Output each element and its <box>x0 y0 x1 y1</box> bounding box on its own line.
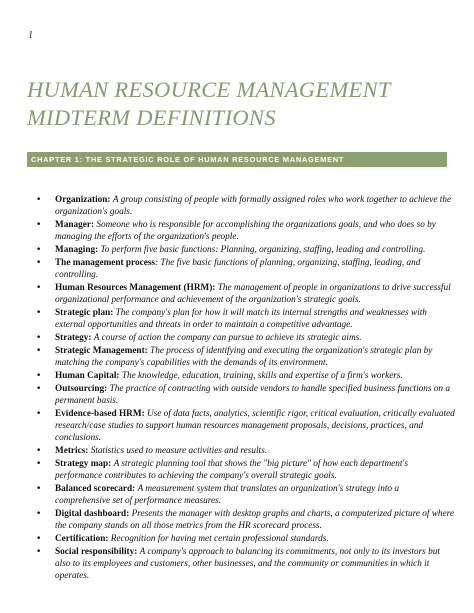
bullet-icon: • <box>36 546 42 557</box>
definition-item <box>27 257 455 282</box>
definition-text: Someone who is responsible for accomplishing the organizations goals, and who does so by managing the efforts of the organization's people. <box>55 220 436 243</box>
chapter-heading: CHAPTER 1: THE STRATEGIC ROLE OF HUMAN RESOURCE MANAGEMENT <box>31 155 345 164</box>
definition-term: Strategic plan: <box>55 307 114 318</box>
definition-text: Use of data facts, analytics, scientific rigor, critical evaluation, critically evaluated research/case studies to support human resources management proposals, decisions, practices, and conclusions. <box>55 408 455 444</box>
definition-term: Social responsibility: <box>55 546 138 557</box>
bullet-icon: • <box>36 195 42 205</box>
definition-text: A measurement system that translates an organization's strategy into a comprehensive set of performance measures. <box>55 483 399 507</box>
bullet-icon: • <box>36 257 42 268</box>
definition-text: The process of identifying and executing the organization's strategic plan by matching the company's capabilities with the demands of its environment. <box>55 345 433 369</box>
document-title: HUMAN RESOURCE MANAGEMENT MIDTERM DEFINITIONS <box>27 77 391 130</box>
bullet-icon: • <box>36 446 42 457</box>
definition-text: A group consisting of people with formally assigned roles who work together to achieve the organization's goals. <box>55 195 452 218</box>
bullet-icon: • <box>36 333 42 344</box>
definition-item <box>27 445 455 457</box>
bullet-icon: • <box>36 383 42 394</box>
bullet-icon: • <box>36 508 42 519</box>
definition-term: Strategy map: <box>55 458 112 469</box>
definition-text: Recognition for having met certain professional standards. <box>110 533 329 544</box>
definition-text: The knowledge, education, training, skills and expertise of a firm's workers. <box>121 370 403 381</box>
definition-text: To perform five basic functions: Planning, organizing, staffing, leading and controlling. <box>100 245 426 256</box>
definition-item <box>27 533 455 545</box>
bullet-icon: • <box>36 282 42 293</box>
bullet-icon: • <box>36 408 42 419</box>
definition-text: The management of people in organizations to drive successful organizational performance and achievement of the organization's strategic goals. <box>55 282 451 306</box>
definition-text: A course of action the company can pursue to achieve its strategic aims. <box>93 333 362 344</box>
definition-term: Balanced scorecard: <box>55 483 136 494</box>
definition-item <box>27 546 455 583</box>
bullet-icon: • <box>36 345 42 356</box>
definition-term: Metrics: <box>55 446 89 457</box>
definition-item <box>27 458 455 483</box>
definition-term: Outsourcing: <box>55 383 108 394</box>
definition-item <box>27 408 455 445</box>
definition-text: The company's plan for how it will match its internal strengths and weaknesses with external opportunities and threats in order to maintain a competitive advantage. <box>55 307 427 331</box>
bullet-icon: • <box>36 370 42 381</box>
bullet-icon: • <box>36 533 42 544</box>
definition-term: Strategic Management: <box>55 345 148 356</box>
page-number: 1 <box>28 30 33 41</box>
definition-item <box>27 370 455 382</box>
definitions-list <box>27 194 455 583</box>
definition-term: Organization: <box>55 195 111 205</box>
definition-item <box>27 244 455 256</box>
definition-item <box>27 307 455 332</box>
bullet-icon: • <box>36 458 42 469</box>
bullet-icon: • <box>36 483 42 494</box>
definition-text: A company's approach to balancing its commitments, not only to its investors but also to its employees and customers, other businesses, and the community or communities in which it operates. <box>55 546 440 582</box>
definition-term: Evidence-based HRM: <box>55 408 145 419</box>
definition-term: Human Capital: <box>55 370 120 381</box>
definition-text: Presents the manager with desktop graphs and charts, a computerized picture of where the company stands on all those metrics from the HR scorecard process. <box>55 508 455 532</box>
definition-term: Manager: <box>55 220 95 231</box>
definition-item <box>27 194 455 219</box>
definition-item <box>27 383 455 408</box>
definition-text: : The five basic functions of planning, organizing, staffing, leading, and controlling. <box>55 257 421 281</box>
definition-term: Human Resources Management (HRM): <box>55 282 216 293</box>
chapter-heading-bar <box>27 152 447 167</box>
definition-term: Certification: <box>55 533 109 544</box>
definition-item <box>27 345 455 370</box>
definition-item <box>27 219 455 244</box>
definition-item <box>27 483 455 508</box>
definition-item <box>27 332 455 344</box>
definition-text: A strategic planning tool that shows the "big picture" of how each department's performance contributes to achieving the company's overall strategic goals. <box>55 458 409 482</box>
definition-item <box>27 508 455 533</box>
definition-term: The management process <box>55 257 156 268</box>
bullet-icon: • <box>36 307 42 318</box>
definition-term: Strategy: <box>55 333 92 344</box>
bullet-icon: • <box>36 245 42 256</box>
bullet-icon: • <box>36 220 42 231</box>
definition-text: Statistics used to measure activities and results. <box>90 446 268 457</box>
definition-item <box>27 282 455 307</box>
definition-term: Managing: <box>55 245 99 256</box>
definition-text: The practice of contracting with outside vendors to handle specified business functions on a permanent basis. <box>55 383 450 406</box>
definition-term: Digital dashboard: <box>55 508 130 519</box>
